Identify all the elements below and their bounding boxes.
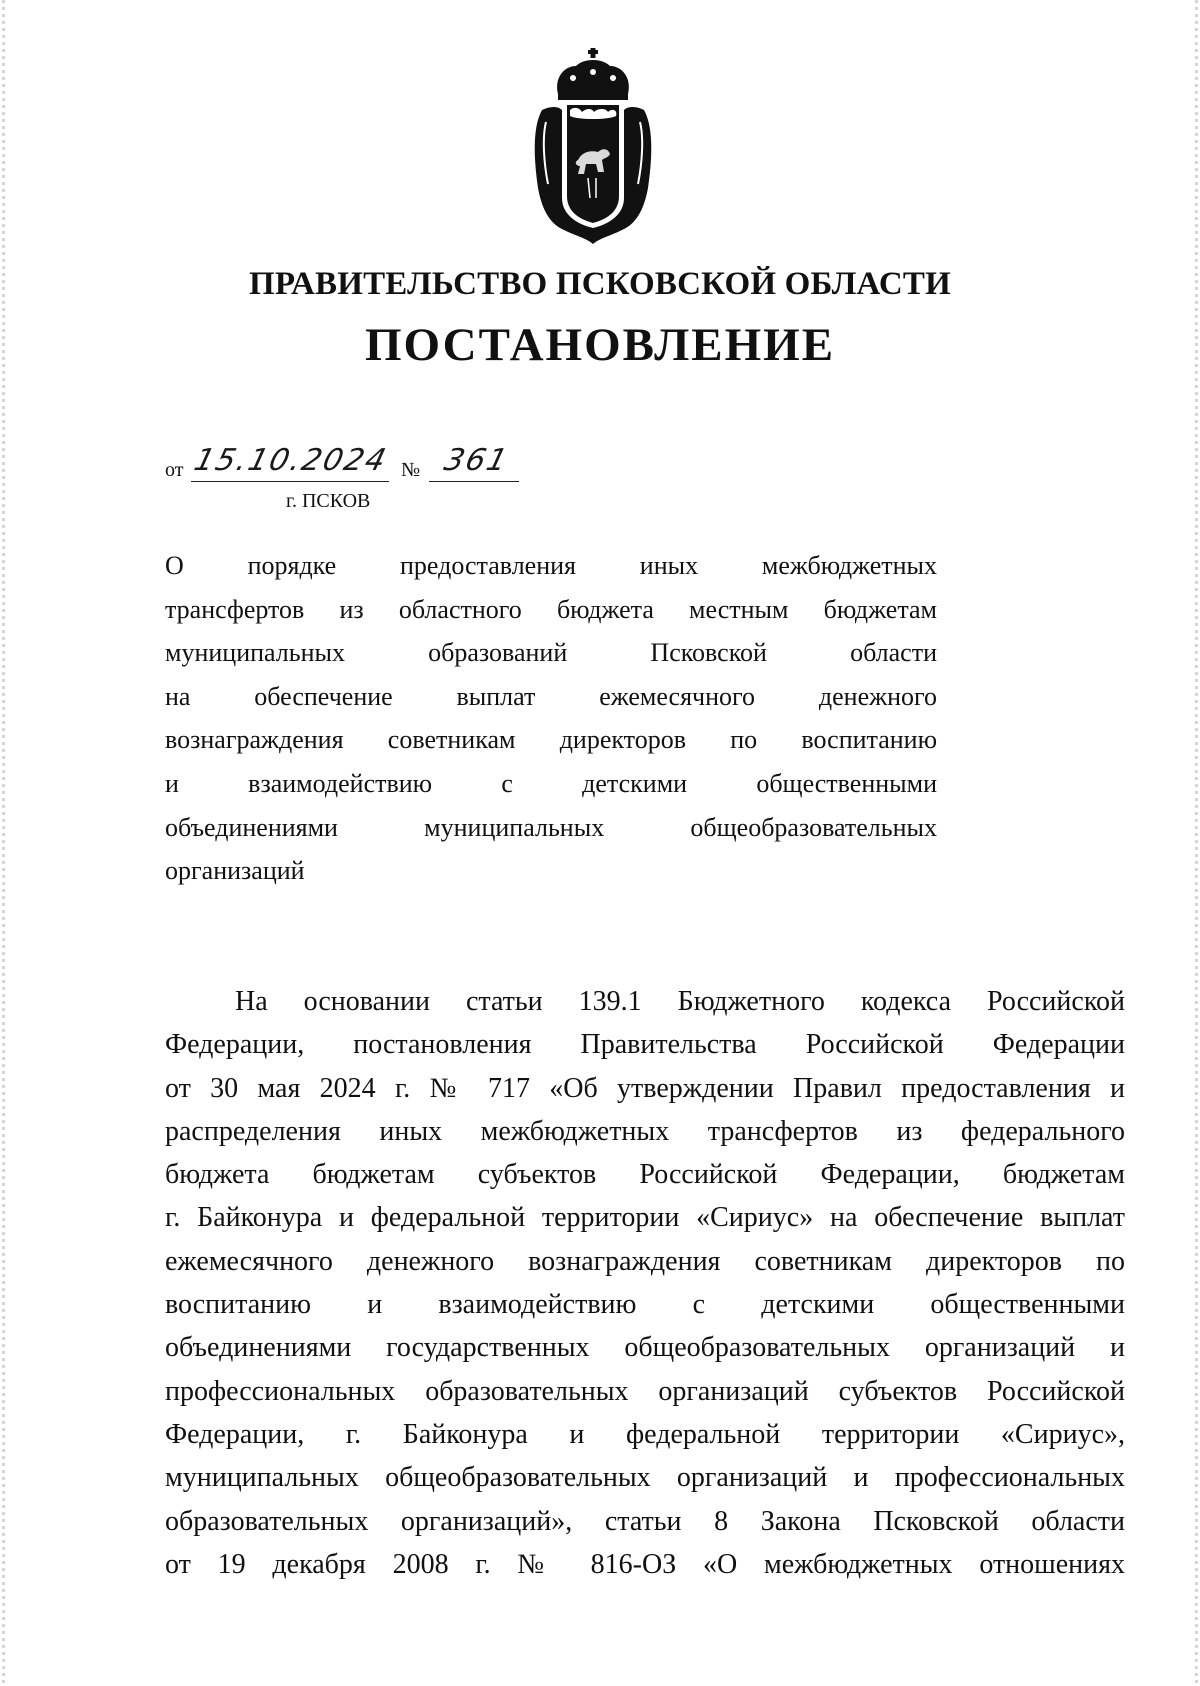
body-line: профессиональных образовательных организаций субъектов Российской [165,1375,1125,1407]
subject-line: и взаимодействию с детскими общественными [165,768,937,798]
document-subject [165,544,937,893]
body-line: На основании статьи 139.1 Бюджетного кодекса Российской [235,986,1125,1017]
handwritten-number: 361 [440,443,513,478]
subject-line: трансфертов из областного бюджета местным бюджетам [165,594,937,624]
body-line: г. Байконура и федеральной территории «Сириус» на обеспечение выплат [165,1202,1125,1234]
subject-line: объединениями муниципальных общеобразовательных [165,812,937,842]
subject-line: О порядке предоставления иных межбюджетных [165,551,937,580]
number-label: № [401,459,421,481]
body-line: от 30 мая 2024 г. № 717 «Об утверждении Правил предоставления и [165,1072,1125,1104]
scan-edge-left [2,0,5,1686]
body-line: бюджета бюджетам субъектов Российской Федерации, бюджетам [165,1159,1125,1191]
subject-line: вознаграждения советникам директоров по воспитанию [165,725,937,755]
body-line: от 19 декабря 2008 г. № 816-ОЗ «О межбюджетных отношениях [165,1548,1125,1580]
body-line: распределения иных межбюджетных трансфертов из федерального [165,1115,1125,1147]
scan-edge-right [1195,0,1198,1686]
handwritten-date: 15.10.2024 [190,443,392,478]
subject-line: на обеспечение выплат ежемесячного денежного [165,681,937,711]
body-line: воспитанию и взаимодействию с детскими общественными [165,1289,1125,1321]
subject-line: организаций [165,856,305,886]
organization-name: ПРАВИТЕЛЬСТВО ПСКОВСКОЙ ОБЛАСТИ [248,266,952,302]
body-line: объединениями государственных общеобразовательных организаций и [165,1332,1125,1364]
document-body [165,980,1125,1586]
pskov-oblast-coat-of-arms-icon [528,48,658,248]
body-line: Федерации, г. Байконура и федеральной территории «Сириус», [165,1418,1125,1450]
body-line: ежемесячного денежного вознаграждения советникам директоров по [165,1245,1125,1277]
document-requisites [165,443,565,488]
city-name: г. ПСКОВ [286,490,371,512]
body-line: Федерации, постановления Правительства Российской Федерации [165,1029,1125,1061]
body-line: муниципальных общеобразовательных организаций и профессиональных [165,1462,1125,1494]
body-line: образовательных организаций», статьи 8 Закона Псковской области [165,1505,1125,1537]
document-type-title: ПОСТАНОВЛЕНИЕ [364,319,836,371]
date-label: от [165,459,184,481]
subject-line: муниципальных образований Псковской области [165,638,937,668]
